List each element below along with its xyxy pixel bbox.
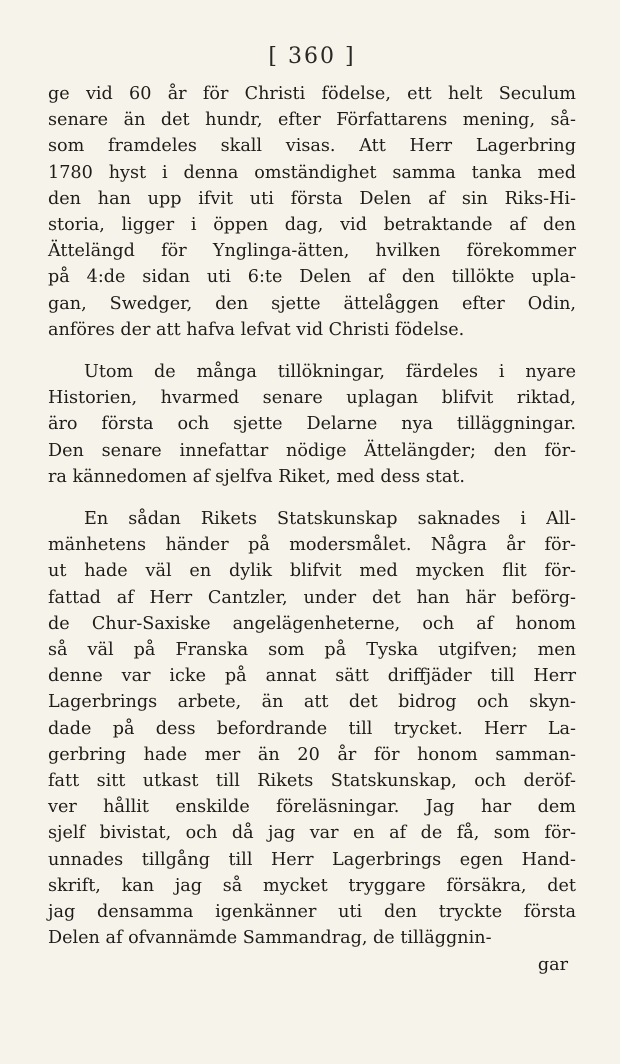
text-line: ge vid 60 år för Christi födelse, ett helt Seculum — [48, 84, 576, 104]
text-line: denne var icke på annat sätt driffjäder till Herr — [48, 666, 576, 687]
text-line: unnades tillgång till Herr Lagerbrings egen Hand- — [48, 849, 576, 870]
paragraph — [48, 81, 576, 343]
paragraph — [48, 359, 576, 490]
text-line: anföres der att hafva lefvat vid Christi födelse. — [48, 319, 465, 340]
text-line: Ättelängd för Ynglinga-ätten, hvilken förekommer — [48, 241, 576, 262]
text-line: ver hållit enskilde föreläsningar. Jag har dem — [48, 797, 576, 818]
text-line: skrift, kan jag så mycket tryggare försäkra, det — [48, 875, 576, 896]
page-number-header: [ 360 ] — [268, 44, 356, 69]
text-line: En sådan Rikets Statskunskap saknades i All- — [84, 509, 576, 530]
text-line: den han upp ifvit uti första Delen af sin Riks-Hi- — [48, 188, 576, 209]
text-line: Historien, hvarmed senare uplagan blifvit riktad, — [48, 388, 576, 409]
text-line: storia, ligger i öppen dag, vid betraktande af den — [48, 215, 576, 236]
text-line: gerbring hade mer än 20 år för honom samman- — [48, 744, 576, 765]
text-line: de Chur-Saxiske angelägenheterne, och af honom — [48, 613, 576, 634]
body-text — [48, 81, 576, 952]
text-line: jag densamma igenkänner uti den tryckte första — [48, 902, 576, 923]
paragraph — [48, 506, 576, 951]
text-line: sjelf bivistat, och då jag var en af de få, som för- — [48, 823, 576, 844]
text-line: Den senare innefattar nödige Ättelängder; den för- — [48, 440, 576, 461]
text-line: äro första och sjette Delarne nya tilläggningar. — [48, 414, 576, 435]
text-line: dade på dess befordrande till trycket. Herr La- — [48, 718, 576, 739]
text-line: på 4:de sidan uti 6:te Delen af den tillökte upla- — [48, 267, 576, 288]
text-line: Delen af ofvannämde Sammandrag, de tilläggnin- — [48, 928, 492, 949]
text-line: mänhetens händer på modersmålet. Några år för- — [48, 535, 576, 556]
text-line: gan, Swedger, den sjette ättelåggen efter Odin, — [48, 293, 576, 314]
text-line: så väl på Franska som på Tyska utgifven; men — [48, 640, 576, 661]
text-line: Lagerbrings arbete, än att det bidrog och skyn- — [48, 692, 576, 713]
text-line: ut hade väl en dylik blifvit med mycken flit för- — [48, 561, 576, 582]
text-line: 1780 hyst i denna omständighet samma tanka med — [48, 162, 576, 183]
catchword: gar — [537, 954, 568, 975]
text-line: fatt sitt utkast till Rikets Statskunskap, och deröf- — [48, 771, 576, 792]
text-line: Utom de många tillökningar, färdeles i nyare — [84, 362, 576, 383]
text-line: ra kännedomen af sjelfva Riket, med dess stat. — [48, 466, 465, 487]
text-line: som framdeles skall visas. Att Herr Lagerbring — [48, 136, 576, 157]
text-line: fattad af Herr Cantzler, under det han här beförg- — [48, 587, 576, 608]
text-line: senare än det hundr, efter Författarens mening, så- — [48, 110, 576, 131]
